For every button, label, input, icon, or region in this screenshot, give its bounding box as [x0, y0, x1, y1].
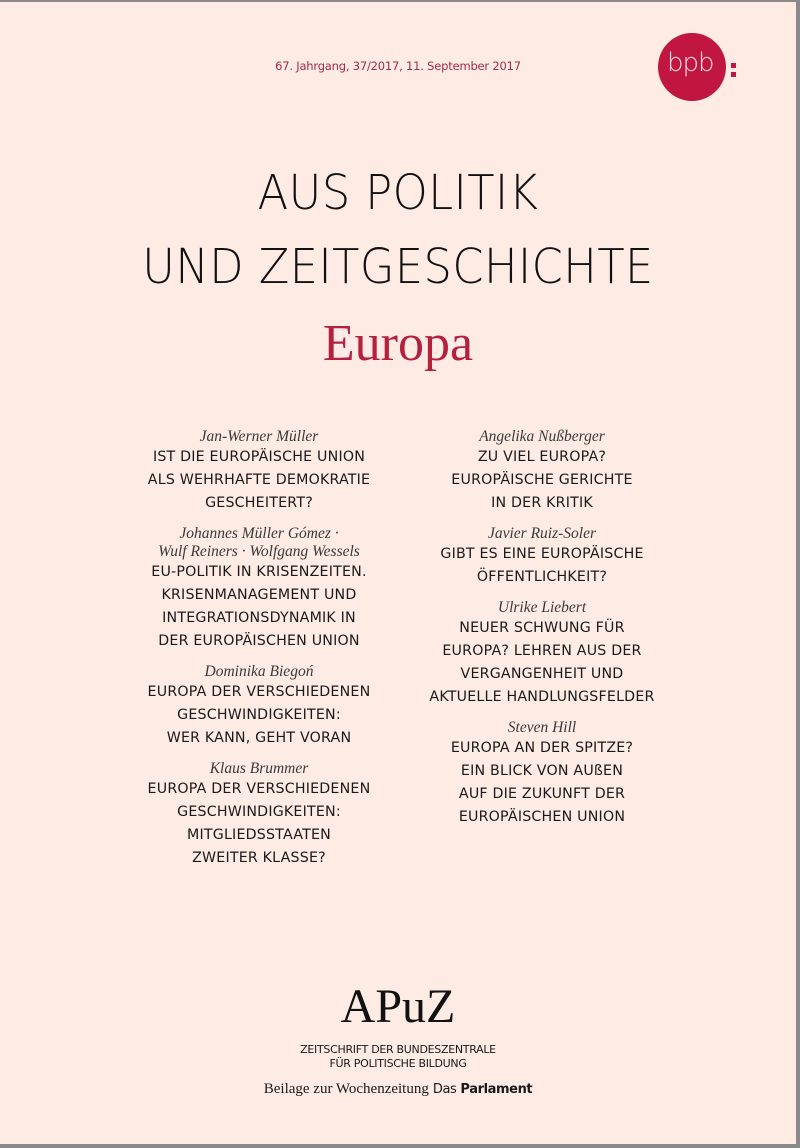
article-title-line: ALS WEHRHAFTE DEMOKRATIE	[147, 472, 371, 488]
article-title-line: GIBT ES EINE EUROPÄISCHE	[440, 546, 644, 562]
das-parlament-logo-parlament: Parlament	[460, 1082, 533, 1097]
article	[114, 663, 404, 750]
article-author: Ulrike Liebert	[497, 599, 587, 616]
articles-right-column	[397, 428, 687, 839]
apuz-logo: APuZ	[340, 980, 456, 1033]
article-title-line: IST DIE EUROPÄISCHE UNION	[152, 449, 366, 465]
article-author: Wulf Reiners · Wolfgang Wessels	[158, 543, 360, 560]
article-author: Javier Ruiz-Soler	[487, 525, 597, 542]
article-author: Steven Hill	[507, 719, 577, 736]
article-author: Johannes Müller Gómez ·	[179, 525, 339, 542]
article-title-line: DER EUROPÄISCHEN UNION	[158, 633, 360, 649]
article-title-line: ÖFFENTLICHKEIT?	[476, 569, 608, 585]
supplement-line	[0, 1080, 796, 1098]
article-title-line: GESCHEITERT?	[205, 495, 313, 511]
article-title-line: EUROPÄISCHEN UNION	[458, 809, 626, 825]
article	[397, 599, 687, 709]
issue-topic: Europa	[322, 315, 474, 372]
article-title-line: ZU VIEL EUROPA?	[477, 449, 607, 465]
article-title-line: GESCHWINDIGKEITEN:	[177, 707, 341, 723]
publisher-tagline-line-1: ZEITSCHRIFT DER BUNDESZENTRALE	[300, 1043, 496, 1056]
article-title-line: ZWEITER KLASSE?	[192, 850, 326, 866]
article-title-line: WER KANN, GEHT VORAN	[166, 730, 352, 746]
article-title-line: IN DER KRITIK	[491, 495, 593, 511]
article	[114, 428, 404, 515]
article-title-line: EIN BLICK VON AUßEN	[460, 763, 624, 779]
bpb-logo-colon-dot-bottom	[731, 72, 736, 77]
article-title-line: INTEGRATIONSDYNAMIK IN	[162, 610, 356, 626]
bpb-logo-colon-dot-top	[731, 63, 736, 68]
bpb-logo-text: bpb	[667, 48, 714, 78]
magazine-title-line-1: AUS POLITIK	[257, 165, 539, 221]
article-title-line: EUROPA DER VERSCHIEDENEN	[147, 781, 371, 797]
supplement-text: Beilage zur Wochenzeitung	[263, 1081, 429, 1097]
article-title-line: GESCHWINDIGKEITEN:	[177, 804, 341, 820]
article	[397, 525, 687, 589]
magazine-cover	[0, 2, 796, 1144]
article	[114, 525, 404, 653]
article-title-line: EUROPÄISCHE GERICHTE	[451, 472, 633, 488]
articles-left-column	[114, 428, 404, 880]
article-title-line: EUROPA AN DER SPITZE?	[450, 740, 634, 756]
article-title-line: MITGLIEDSSTAATEN	[187, 827, 331, 843]
article	[114, 760, 404, 870]
article-title-line: EUROPA DER VERSCHIEDENEN	[147, 684, 371, 700]
article-title-line: AKTUELLE HANDLUNGSFELDER	[429, 689, 655, 705]
article-author: Angelika Nußberger	[479, 428, 605, 445]
article-title-line: EU-POLITIK IN KRISENZEITEN.	[151, 564, 367, 580]
article-author: Dominika Biegoń	[204, 663, 314, 680]
article	[397, 428, 687, 515]
publisher-tagline	[0, 1043, 796, 1071]
magazine-title-line-2: UND ZEITGESCHICHTE	[142, 239, 654, 295]
article-title-line: EUROPA? LEHREN AUS DER	[442, 643, 642, 659]
publisher-tagline-line-2: FÜR POLITISCHE BILDUNG	[329, 1057, 467, 1070]
article-title-line: AUF DIE ZUKUNFT DER	[458, 786, 626, 802]
article	[397, 719, 687, 829]
article-title-line: VERGANGENHEIT UND	[460, 666, 624, 682]
article-title-line: NEUER SCHWUNG FÜR	[459, 620, 625, 636]
article-author: Klaus Brummer	[209, 760, 309, 777]
article-title-line: KRISENMANAGEMENT UND	[161, 587, 357, 603]
issue-line: 67. Jahrgang, 37/2017, 11. September 2017	[275, 59, 521, 73]
article-author: Jan-Werner Müller	[199, 428, 319, 445]
das-parlament-logo-das: Das	[432, 1082, 457, 1097]
